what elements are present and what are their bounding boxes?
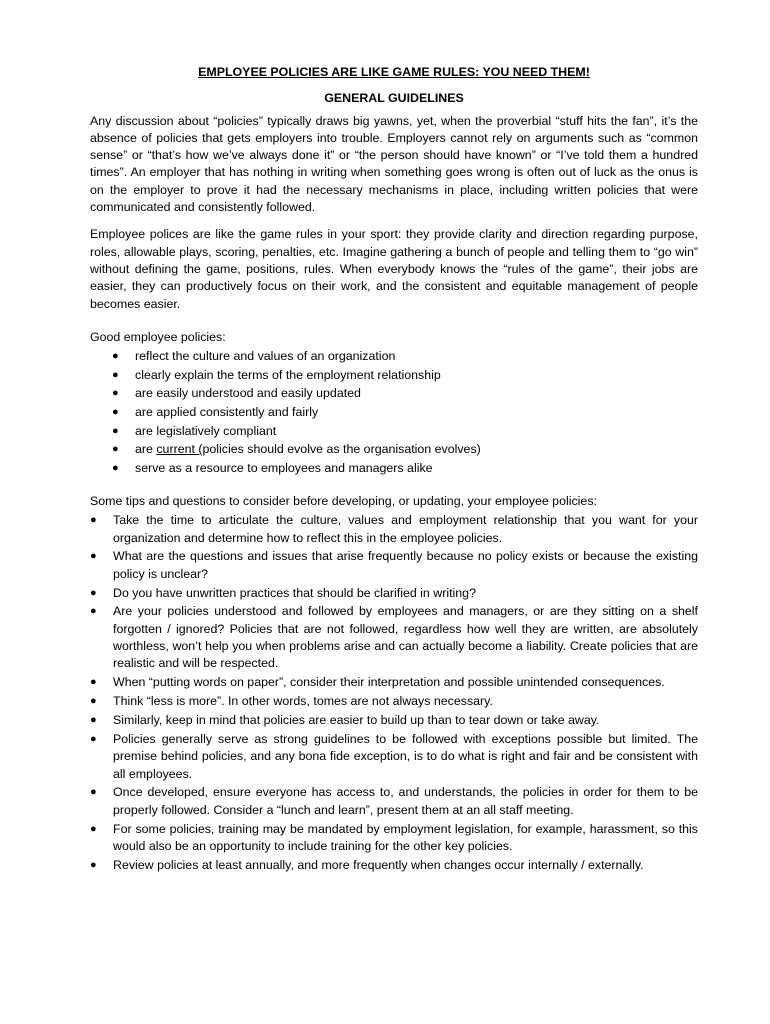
bullet-icon: ● — [112, 405, 119, 418]
bullet-icon: ● — [90, 786, 97, 799]
bullet-icon: ● — [90, 822, 97, 835]
bullet-icon: ● — [112, 387, 119, 400]
bullet-icon: ● — [90, 514, 97, 527]
list-item: ● Policies generally serve as strong guidelines to be followed with exceptions possible but limited. The premise behind policies, and any bona fide exception, is to do what is right and fair and be consistent with all employees. — [90, 731, 698, 781]
game-rules-paragraph: Employee polices are like the game rules in your sport: they provide clarity and direction regarding purpose, roles, allowable plays, scoring, penalties, etc. Imagine gathering a bunch of people and telling them to “go win” without defining the game, positions, rules. When everybody knows the “rules of the game”, their jobs are easier, they can productively focus on their work, and the consistent and equitable management of people becomes easier. — [90, 227, 698, 311]
good-policies-heading: Good employee policies: — [90, 329, 226, 344]
document-subtitle: GENERAL GUIDELINES — [324, 91, 464, 106]
bullet-icon: ● — [90, 858, 97, 871]
list-item: ● What are the questions and issues that arise frequently because no policy exists or because the existing policy is unclear? — [90, 549, 698, 581]
list-item: ● Once developed, ensure everyone has access to, and understands, the policies in order for them to be properly followed. Consider a “lunch and learn”, present them at an all staff meeting. — [90, 785, 698, 817]
underlined-text: current ( — [156, 442, 203, 457]
list-item: ● are legislatively compliant — [90, 422, 698, 441]
document-page — [90, 64, 698, 874]
list-item: ● Do you have unwritten practices that should be clarified in writing? — [90, 585, 698, 602]
list-item: ● serve as a resource to employees and managers alike — [90, 459, 698, 478]
list-item: ● are applied consistently and fairly — [90, 403, 698, 422]
list-item: ● clearly explain the terms of the employment relationship — [90, 366, 698, 385]
list-item: ● are easily understood and easily updated — [90, 384, 698, 403]
bullet-icon: ● — [90, 695, 97, 708]
bullet-icon: ● — [90, 550, 97, 563]
tips-list — [90, 512, 698, 874]
list-item: ● Take the time to articulate the culture, values and employment relationship that you want for your organization and determine how to reflect this in the employee policies. — [90, 513, 698, 545]
bullet-icon: ● — [90, 605, 97, 618]
bullet-icon: ● — [90, 714, 97, 727]
bullet-icon: ● — [90, 676, 97, 689]
bullet-icon: ● — [112, 461, 119, 474]
bullet-icon: ● — [112, 350, 119, 363]
bullet-icon: ● — [112, 443, 119, 456]
bullet-icon: ● — [112, 368, 119, 381]
document-title: EMPLOYEE POLICIES ARE LIKE GAME RULES: YOU NEED THEM! — [198, 65, 590, 79]
list-item: ● Think “less is more”. In other words, tomes are not always necessary. — [90, 693, 698, 710]
good-policies-list — [90, 347, 698, 477]
bullet-icon: ● — [112, 424, 119, 437]
intro-paragraph: Any discussion about “policies” typically draws big yawns, yet, when the proverbial “stuff hits the fan”, it’s the absence of policies that gets employers into trouble. Employers cannot rely on arguments such as “common sense” or “that’s how we’ve always done it” or “the person should have known” or “I’ve told them a hundred times”. An employer that has nothing in writing when something goes wrong is often out of luck as the onus is on the employer to prove it had the necessary mechanisms in place, including written policies that were communicated and consistently followed. — [90, 113, 698, 215]
list-item: ● For some policies, training may be mandated by employment legislation, for example, harassment, so this would also be an opportunity to include training for the other key policies. — [90, 821, 698, 853]
list-item: ● are current (policies should evolve as the organisation evolves) — [90, 440, 698, 459]
tips-heading: Some tips and questions to consider before developing, or updating, your employee policies: — [90, 494, 597, 509]
bullet-icon: ● — [90, 732, 97, 745]
list-item: ● Are your policies understood and followed by employees and managers, or are they sitting on a shelf forgotten / ignored? Policies that are not followed, regardless how well they are written, are absolutely worthless, won’t help you when problems arise and can actually become a liability. Create policies that are realistic and will be respected. — [90, 604, 698, 671]
list-item: ● Similarly, keep in mind that policies are easier to build up than to tear down or take away. — [90, 712, 698, 729]
list-item: ● When “putting words on paper”, consider their interpretation and possible unintended consequences. — [90, 674, 698, 691]
list-item: ● reflect the culture and values of an organization — [90, 347, 698, 366]
bullet-icon: ● — [90, 586, 97, 599]
list-item: ● Review policies at least annually, and more frequently when changes occur internally / externally. — [90, 857, 698, 874]
